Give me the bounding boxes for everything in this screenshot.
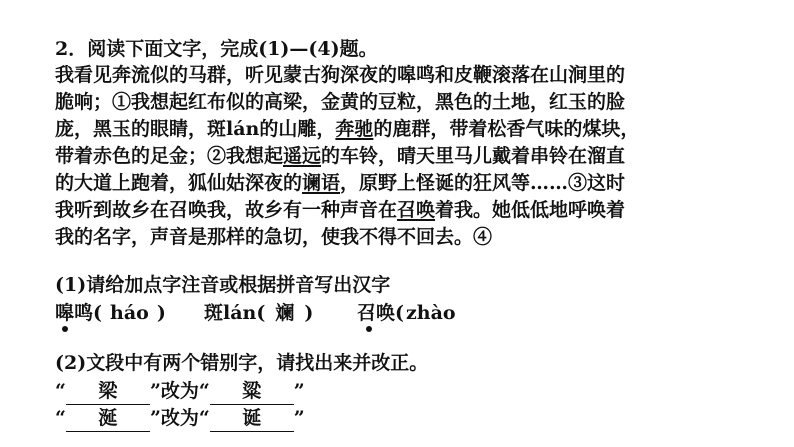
quote-open: “ [55,407,66,429]
answer-lan: 斓 [275,302,295,324]
paren-open: ( [256,302,266,324]
emphasis-dot [366,326,372,332]
q1-item-banlan [204,300,313,326]
passage-line-4 [55,143,625,169]
word-haoming: 嗥鸣( [55,302,102,324]
passage-text: 我听到故乡在召唤我，故乡有一种声音在 [55,199,398,221]
q1-prompt: (1)请给加点字注音或根据拼音写出汉字 [55,274,391,296]
passage-line-6 [55,197,625,223]
passage-line-3 [55,116,639,142]
word-zhaohuan: 召唤( [357,302,404,324]
word-ban: 斑 [204,302,224,324]
changed-to-text: ”改为“ [149,407,210,429]
wrong-char-1: 梁 [66,378,150,405]
passage-line-5 [55,170,625,196]
passage-line-2: 脆响；①我想起红布似的高梁，金黄的豆粒，黑色的土地，红玉的脸 [55,91,626,113]
passage-text: 庞，黑玉的眼睛，斑 [55,118,227,140]
passage-text: 着我。她低低地呼唤着 [435,199,626,221]
quote-close: ” [293,380,305,402]
quote-close: ” [293,407,305,429]
passage-text: 的山雕， [259,118,336,140]
emphasis-dot [62,326,68,332]
changed-to-text: ”改为“ [149,380,210,402]
pinyin-lan-prompt: lán [223,302,257,324]
paren-close: ) [304,302,314,324]
q1-item-zhaohuan [357,300,458,326]
passage-text: 的鹿群，带着松香气味的煤块， [373,118,640,140]
passage-text: 的大道上跑着，狐仙姑深夜的 [55,172,303,194]
correct-char-1: 粱 [210,378,294,405]
q2-correction-row-2 [55,405,305,432]
passage-line-1: 我看见奔流似的马群，听见蒙古狗深夜的嗥鸣和皮鞭滚落在山涧里的 [55,64,626,86]
question-title: 2．阅读下面文字，完成(1)—(4)题。 [55,38,378,60]
wrong-char-2: 涎 [66,405,150,432]
passage-text: 带着赤色的足金；②我想起 [55,145,284,167]
paren-close: ) [156,302,166,324]
answer-hao: háo [110,302,149,324]
passage-text: 的车铃，晴天里马儿戴着串铃在溜直 [321,145,626,167]
quote-open: “ [55,380,66,402]
q2-correction-row-1 [55,378,305,405]
underlined-word-benchi: 奔驰 [335,118,374,140]
correct-char-2: 诞 [210,405,294,432]
q1-item-haoming [55,300,166,326]
underlined-word-zhaohuan: 召唤 [397,199,436,221]
q2-prompt: (2)文段中有两个错别字，请找出来并改正。 [55,352,429,374]
underlined-word-yaoyuan: 遥远 [283,145,322,167]
answer-zhao: zhào [406,302,456,324]
passage-text: ，原野上怪诞的狂风等……③这时 [340,172,626,194]
pinyin-lan: lán [226,118,260,140]
passage-line-7: 我的名字，声音是那样的急切，使我不得不回去。④ [55,226,493,248]
underlined-word-lanyu: 谰语 [302,172,341,194]
